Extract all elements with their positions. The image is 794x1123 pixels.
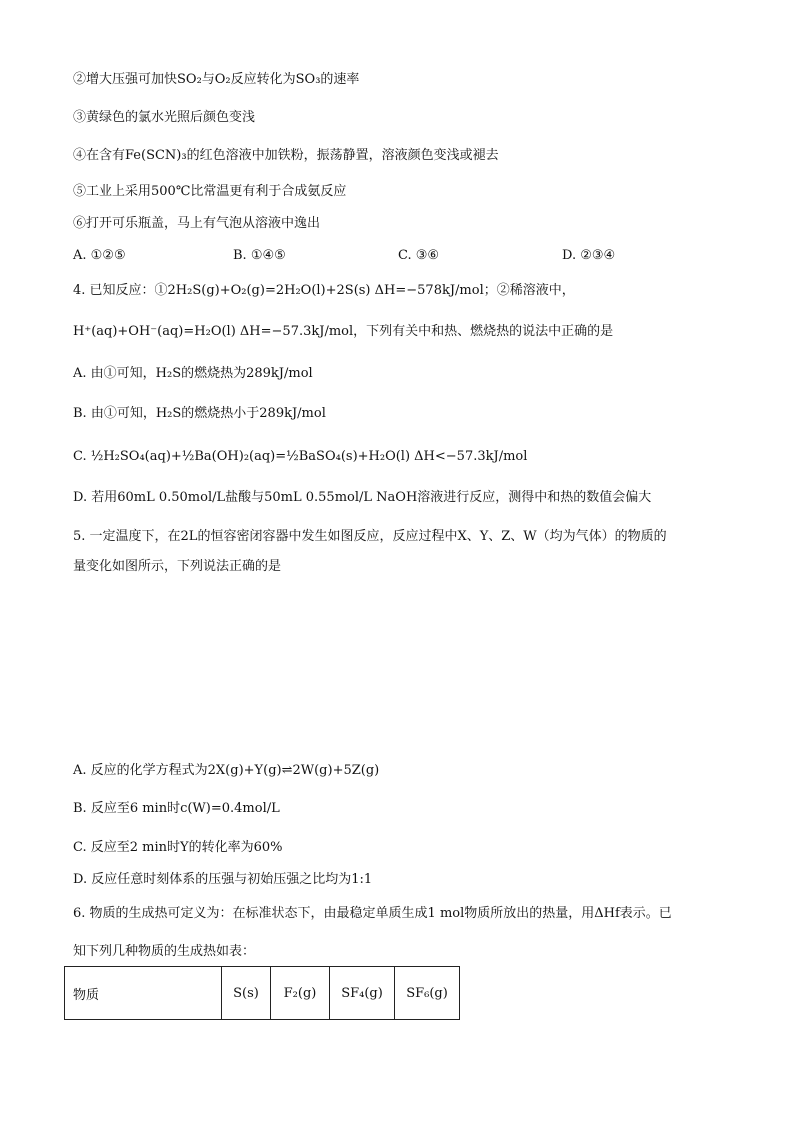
statement-3: ③黄绿色的氯水光照后颜色变浅 (73, 110, 256, 125)
q3-option-b: B. ①④⑤ (233, 248, 286, 263)
q6-stem-line2: 知下列几种物质的生成热如表： (73, 944, 256, 959)
q5-stem-line2: 量变化如图所示，下列说法正确的是 (73, 559, 282, 574)
table-cell-sf6: SF₆(g) (395, 967, 460, 1020)
table-row (65, 967, 460, 1020)
q4-stem-line2: H⁺(aq)+OH⁻(aq)=H₂O(l) ΔH=−57.3kJ/mol，下列有关中和热、燃烧热的说法中正确的是 (73, 324, 614, 339)
statement-4: ④在含有Fe(SCN)₃的红色溶液中加铁粉，振荡静置，溶液颜色变浅或褪去 (73, 148, 499, 163)
q5-option-d: D. 反应任意时刻体系的压强与初始压强之比均为1:1 (73, 872, 373, 887)
table-cell-f2: F₂(g) (271, 967, 330, 1020)
formation-heat-table (64, 966, 460, 1020)
q5-option-c: C. 反应至2 min时Y的转化率为60% (73, 840, 283, 855)
statement-2: ②增大压强可加快SO₂与O₂反应转化为SO₃的速率 (73, 72, 360, 87)
q3-option-c: C. ③⑥ (398, 248, 440, 263)
q3-option-d: D. ②③④ (562, 248, 616, 263)
q3-option-a: A. ①②⑤ (73, 248, 126, 263)
q5-stem-line1: 5. 一定温度下，在2L的恒容密闭容器中发生如图反应，反应过程中X、Y、Z、W（均为气体）的物质的 (73, 529, 667, 544)
q4-option-b: B. 由①可知，H₂S的燃烧热小于289kJ/mol (73, 406, 326, 421)
table-header-cell: 物质 (65, 967, 222, 1020)
q5-option-a: A. 反应的化学方程式为2X(g)+Y(g)⇌2W(g)+5Z(g) (73, 763, 380, 778)
table-cell-sf4: SF₄(g) (330, 967, 395, 1020)
q4-option-c: C. ½H₂SO₄(aq)+½Ba(OH)₂(aq)=½BaSO₄(s)+H₂O(l) ΔH<−57.3kJ/mol (73, 449, 528, 464)
q6-stem-line1: 6. 物质的生成热可定义为：在标准状态下，由最稳定单质生成1 mol物质所放出的热量，用ΔHf表示。已 (73, 906, 672, 921)
statement-6: ⑥打开可乐瓶盖，马上有气泡从溶液中逸出 (73, 216, 321, 231)
statement-5: ⑤工业上采用500℃比常温更有利于合成氨反应 (73, 184, 347, 199)
q5-option-b: B. 反应至6 min时c(W)=0.4mol/L (73, 801, 280, 816)
q4-option-a: A. 由①可知，H₂S的燃烧热为289kJ/mol (73, 366, 313, 381)
table-cell-s: S(s) (222, 967, 271, 1020)
q4-option-d: D. 若用60mL 0.50mol/L盐酸与50mL 0.55mol/L NaOH溶液进行反应，测得中和热的数值会偏大 (73, 490, 652, 505)
q4-stem-line1: 4. 已知反应：①2H₂S(g)+O₂(g)=2H₂O(l)+2S(s) ΔH=−578kJ/mol；②稀溶液中， (73, 283, 575, 298)
